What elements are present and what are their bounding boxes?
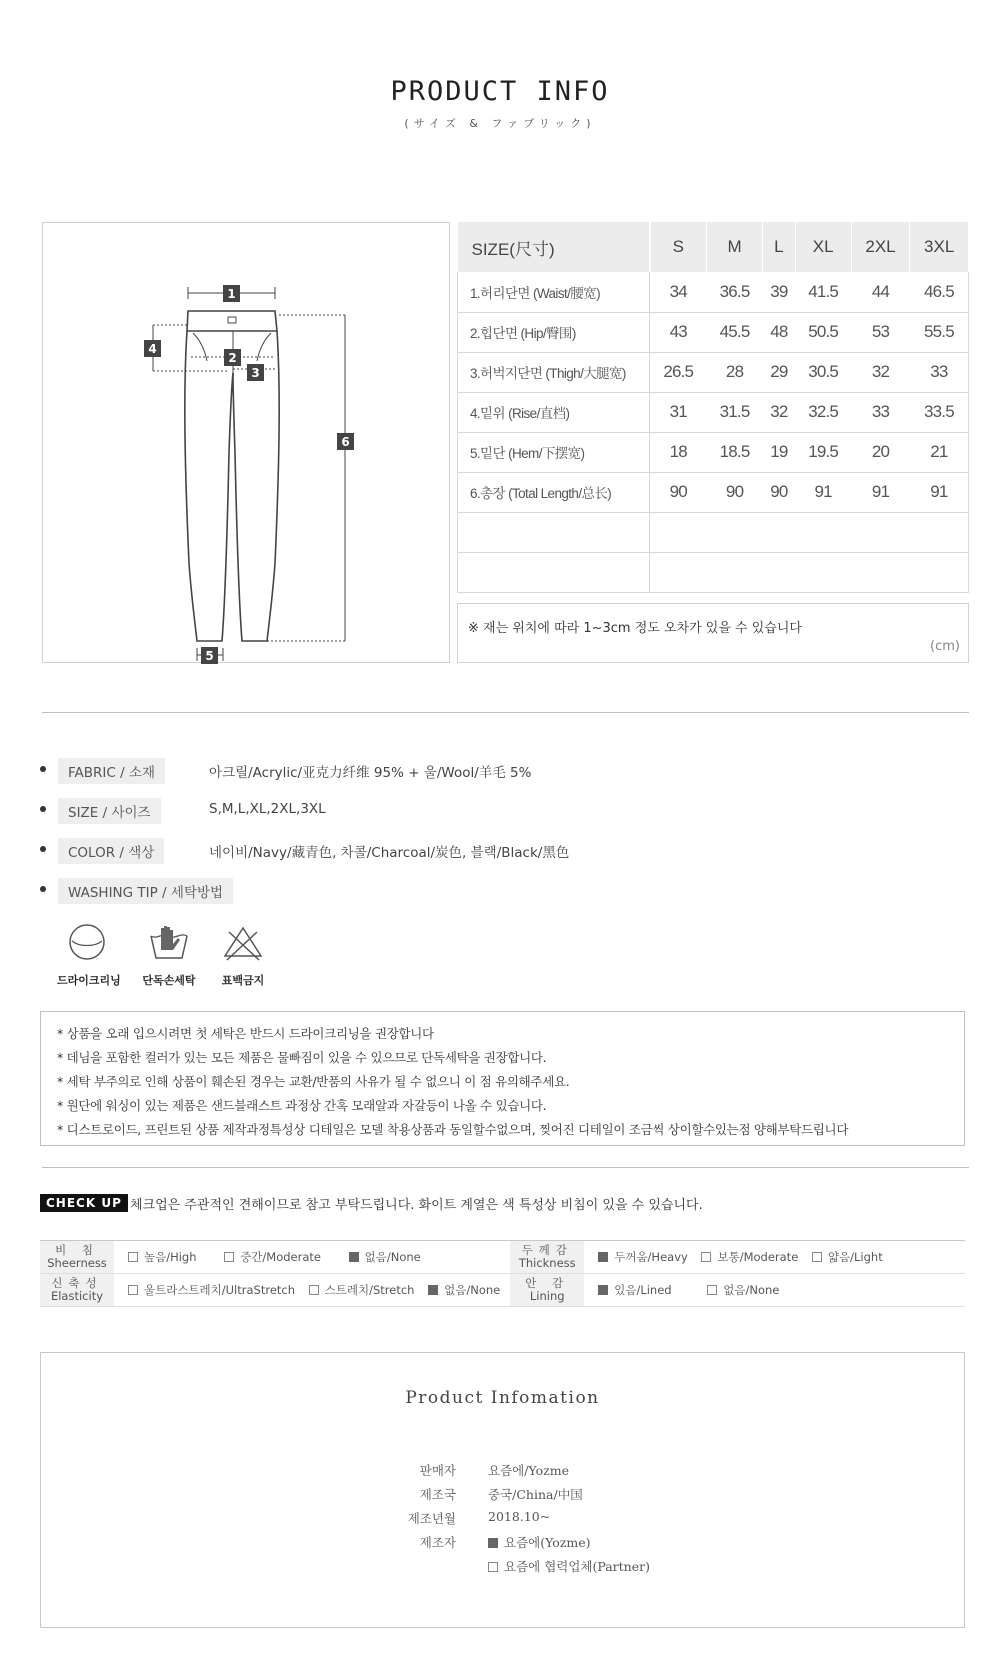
cell: 28 [707, 352, 763, 392]
cell: 43 [650, 312, 707, 352]
size-col: M [707, 222, 763, 272]
cell: 31 [650, 392, 707, 432]
checkbox-icon [128, 1285, 138, 1295]
marker-5: 5 [205, 649, 214, 663]
header [0, 76, 1000, 131]
checkbox-icon [701, 1252, 711, 1262]
cell: 91 [851, 472, 910, 512]
cell: 32.5 [795, 392, 851, 432]
maker-option: 요즘에 협력업체(Partner) [488, 1557, 650, 1575]
cell: 21 [910, 432, 969, 472]
list-item: * 세탁 부주의로 인해 상품이 훼손된 경우는 교환/반품의 사유가 될 수 없으니 이 점 유의해주세요. [57, 1074, 570, 1089]
cell: 18.5 [707, 432, 763, 472]
checkbox-icon [309, 1285, 319, 1295]
cell: 48 [763, 312, 795, 352]
option: 스트레치/Stretch [309, 1282, 415, 1298]
table-row [40, 1274, 965, 1307]
fabric-properties-table [40, 1240, 965, 1307]
check-up-badge: CHECK UP [40, 1194, 128, 1212]
list-item: * 원단에 워싱이 있는 제품은 샌드블래스트 과정상 간혹 모래알과 자갈등이 나올 수 있습니다. [57, 1098, 547, 1113]
checked-box-icon [488, 1538, 498, 1548]
spec-label: WASHING TIP / 세탁방법 [58, 878, 233, 904]
maker-option-selected: 요즘에(Yozme) [488, 1533, 591, 1551]
care-notes [40, 1011, 965, 1146]
cell: 90 [707, 472, 763, 512]
country-value: 중국/China/中国 [488, 1487, 583, 1502]
measurement-note: ※ 재는 위치에 따라 1~3cm 정도 오차가 있을 수 있습니다 [468, 621, 802, 636]
property-header-lining: 안 감 Lining [510, 1274, 584, 1307]
cell: 33 [910, 352, 969, 392]
size-col: 3XL [910, 222, 969, 272]
cell: 20 [851, 432, 910, 472]
checkbox-icon [812, 1252, 822, 1262]
spec-value: S,M,L,XL,2XL,3XL [209, 801, 326, 817]
hand-wash-icon [139, 922, 199, 988]
cell: 90 [763, 472, 795, 512]
bullet-icon [40, 806, 46, 812]
cell: 19.5 [795, 432, 851, 472]
row-label: 3.허벅지단면 (Thigh/大腿宽) [458, 352, 650, 392]
option-selected: 없음/None [428, 1282, 500, 1298]
cell: 26.5 [650, 352, 707, 392]
cell: 91 [910, 472, 969, 512]
date-label: 제조년월 [407, 1511, 456, 1526]
date-value: 2018.10~ [488, 1509, 551, 1524]
cell: 53 [851, 312, 910, 352]
page-subtitle: (サイズ & ファブリック) [404, 117, 596, 130]
size-col: S [650, 222, 707, 272]
row-label: 4.밑위 (Rise/直档) [458, 392, 650, 432]
size-table-header [458, 222, 969, 272]
option-selected: 없음/None [335, 1249, 421, 1265]
dry-clean-icon [57, 922, 121, 988]
cell: 33.5 [910, 392, 969, 432]
list-item: * 디스트로이드, 프린트된 상품 제작과정특성상 디테일은 모델 착용상품과 동일할수없으며, 찢어진 디테일이 조금씩 상이할수있는점 양해부탁드립니다 [57, 1122, 849, 1137]
table-row [458, 392, 969, 432]
empty-row [458, 552, 969, 592]
sheerness-options [114, 1241, 510, 1274]
spec-label: SIZE / 사이즈 [58, 798, 161, 824]
row-label: 5.밑단 (Hem/下摆宽) [458, 432, 650, 472]
cell: 44 [851, 272, 910, 312]
checked-box-icon [349, 1252, 359, 1262]
cell: 19 [763, 432, 795, 472]
property-header-thickness: 두께감 Thickness [510, 1241, 584, 1274]
cell: 90 [650, 472, 707, 512]
marker-2: 2 [228, 351, 237, 365]
option: 없음/None [707, 1282, 779, 1298]
wash-label: 단독손세탁 [142, 974, 196, 987]
size-col: 2XL [851, 222, 910, 272]
option: 높음/High [114, 1249, 197, 1265]
table-row [458, 472, 969, 512]
cell: 30.5 [795, 352, 851, 392]
cell: 50.5 [795, 312, 851, 352]
divider [42, 1167, 969, 1168]
no-bleach-icon [213, 922, 273, 988]
checkbox-icon [128, 1252, 138, 1262]
option-selected: 두꺼움/Heavy [584, 1249, 688, 1265]
divider [42, 712, 969, 713]
cell: 18 [650, 432, 707, 472]
bullet-icon [40, 846, 46, 852]
bullet-icon [40, 766, 46, 772]
size-col: XL [795, 222, 851, 272]
property-header-elasticity: 신축성 Elasticity [40, 1274, 114, 1307]
property-header-sheerness: 비 침 Sheerness [40, 1241, 114, 1274]
cell: 34 [650, 272, 707, 312]
option: 얇음/Light [812, 1249, 883, 1265]
marker-1: 1 [227, 287, 236, 301]
wash-label: 드라이크리닝 [57, 974, 121, 987]
checked-box-icon [598, 1285, 608, 1295]
measurement-note-box [457, 603, 969, 663]
list-item: * 상품을 오래 입으시려면 첫 세탁은 반드시 드라이크리닝을 권장합니다 [57, 1026, 434, 1041]
seller-label: 판매자 [419, 1463, 456, 1478]
cell: 36.5 [707, 272, 763, 312]
country-label: 제조국 [419, 1487, 456, 1502]
cell: 33 [851, 392, 910, 432]
unit-label: (cm) [930, 639, 960, 654]
cell: 32 [851, 352, 910, 392]
table-row [40, 1241, 965, 1274]
list-item: * 데님을 포함한 컬러가 있는 모든 제품은 물빠짐이 있을 수 있으므로 단독세탁을 권장합니다. [57, 1050, 547, 1065]
cell: 39 [763, 272, 795, 312]
wash-label: 표백금지 [221, 974, 265, 987]
cell: 32 [763, 392, 795, 432]
thickness-options [584, 1241, 965, 1274]
product-information-box [40, 1352, 965, 1628]
size-col: L [763, 222, 795, 272]
seller-value: 요즘에/Yozme [488, 1463, 569, 1478]
marker-3: 3 [251, 366, 260, 380]
lining-options [584, 1274, 965, 1307]
cell: 91 [795, 472, 851, 512]
table-row [458, 272, 969, 312]
cell: 45.5 [707, 312, 763, 352]
product-information-title: Product Infomation [405, 1388, 600, 1408]
checkbox-icon [488, 1562, 498, 1572]
elasticity-options [114, 1274, 510, 1307]
table-row [458, 432, 969, 472]
pants-illustration [43, 223, 451, 664]
page-title: PRODUCT INFO [390, 76, 610, 107]
spec-label: FABRIC / 소재 [58, 758, 165, 784]
cell: 41.5 [795, 272, 851, 312]
checkbox-icon [224, 1252, 234, 1262]
pants-measurement-diagram [42, 222, 450, 663]
cell: 55.5 [910, 312, 969, 352]
row-label: 1.허리단면 (Waist/腰宽) [458, 272, 650, 312]
row-label: 2.힙단면 (Hip/臀围) [458, 312, 650, 352]
table-row [458, 352, 969, 392]
option: 보통/Moderate [701, 1249, 798, 1265]
option: 중간/Moderate [210, 1249, 321, 1265]
marker-4: 4 [148, 342, 157, 356]
size-header-label: SIZE(尺寸) [458, 222, 650, 272]
bullet-icon [40, 886, 46, 892]
marker-6: 6 [341, 435, 350, 449]
option: 울트라스트레치/UltraStretch [114, 1282, 295, 1298]
size-table [457, 222, 969, 593]
checked-box-icon [598, 1252, 608, 1262]
table-row [458, 312, 969, 352]
checkbox-icon [707, 1285, 717, 1295]
cell: 29 [763, 352, 795, 392]
cell: 46.5 [910, 272, 969, 312]
empty-row [458, 512, 969, 552]
spec-value: 네이비/Navy/藏青色, 차콜/Charcoal/炭色, 블랙/Black/黑色 [209, 845, 570, 861]
row-label: 6.총장 (Total Length/总长) [458, 472, 650, 512]
spec-value: 아크릴/Acrylic/亚克力纤维 95% + 울/Wool/羊毛 5% [209, 765, 532, 781]
maker-label: 제조자 [419, 1535, 456, 1550]
option-selected: 있음/Lined [584, 1282, 671, 1298]
cell: 31.5 [707, 392, 763, 432]
checked-box-icon [428, 1285, 438, 1295]
check-up-text: 체크업은 주관적인 견해이므로 참고 부탁드립니다. 화이트 계열은 색 특성상 비침이 있을 수 있습니다. [130, 1198, 703, 1213]
spec-label: COLOR / 색상 [58, 838, 164, 864]
